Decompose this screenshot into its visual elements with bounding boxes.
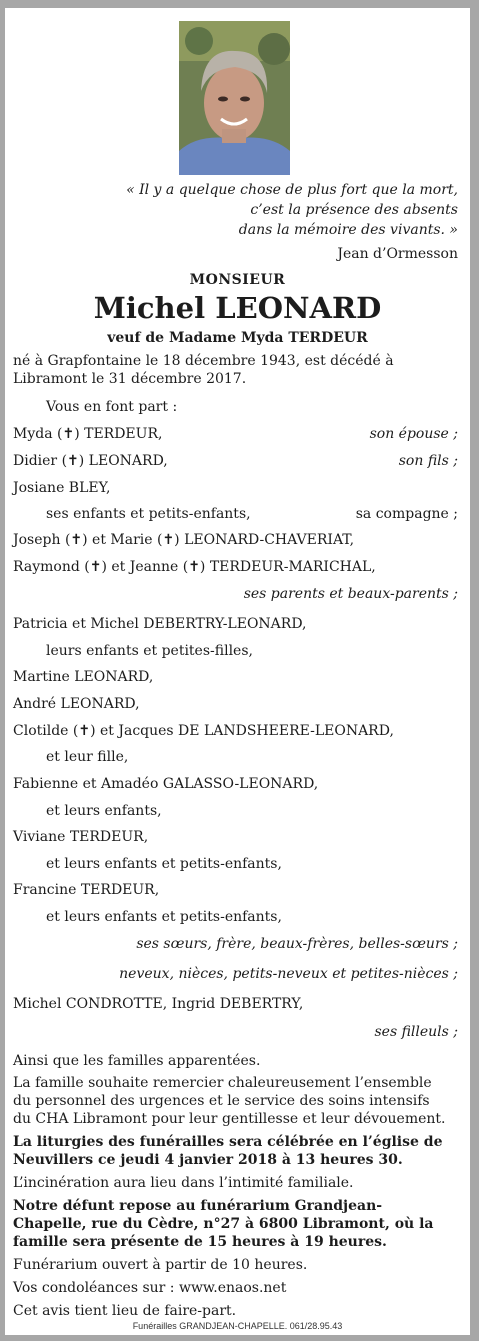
family-left-1: Didier (✝) LEONARD,	[13, 453, 168, 469]
family-right-0: son épouse ;	[369, 426, 458, 442]
birth-death-line-1: né à Grapfontaine le 18 décembre 1943, est décédé à	[13, 353, 394, 369]
deceased-name: Michel LEONARD	[93, 291, 382, 325]
family-left-21: Michel CONDROTTE, Ingrid DEBERTRY,	[13, 996, 304, 1012]
family-left-11: Clotilde (✝) et Jacques DE LANDSHEERE-LEONARD,	[13, 723, 394, 739]
family-left-5: Raymond (✝) et Jeanne (✝) TERDEUR-MARICHAL,	[13, 559, 376, 575]
family-left-10: André LEONARD,	[13, 696, 140, 712]
family-left-12: et leur fille,	[46, 749, 129, 765]
quote-line-3: dans la mémoire des vivants. »	[238, 222, 458, 238]
family-left-15: Viviane TERDEUR,	[13, 829, 149, 845]
family-left-18: et leurs enfants et petits-enfants,	[46, 909, 282, 925]
family-left-3: ses enfants et petits-enfants,	[46, 506, 251, 522]
rest-line-3: famille sera présente de 15 heures à 19 heures.	[13, 1234, 387, 1250]
family-right-3: sa compagne ;	[355, 506, 458, 522]
widower-line: veuf de Madame Myda TERDEUR	[107, 330, 368, 346]
thanks-line-3: du CHA Libramont pour leur gentillesse et leur dévouement.	[13, 1111, 446, 1127]
quote-line-1: « Il y a quelque chose de plus fort que la mort,	[126, 182, 458, 198]
family-right-20: neveux, nièces, petits-neveux et petites-nièces ;	[119, 966, 458, 982]
family-left-4: Joseph (✝) et Marie (✝) LEONARD-CHAVERIAT,	[13, 532, 355, 548]
family-left-0: Myda (✝) TERDEUR,	[13, 426, 163, 442]
relatives-line: Ainsi que les familles apparentées.	[13, 1053, 261, 1069]
thanks-line-1: La famille souhaite remercier chaleureusement l’ensemble	[13, 1075, 432, 1091]
family-right-22: ses filleuls ;	[374, 1024, 458, 1040]
portrait-photo	[179, 21, 290, 175]
family-left-9: Martine LEONARD,	[13, 669, 154, 685]
intro-text: Vous en font part :	[46, 399, 178, 415]
notice-line: Cet avis tient lieu de faire-part.	[13, 1303, 237, 1319]
family-right-1: son fils ;	[398, 453, 458, 469]
funerarium-hours: Funérarium ouvert à partir de 10 heures.	[13, 1257, 308, 1273]
funeral-home-footer: Funérailles GRANDJEAN-CHAPELLE. 061/28.95.43	[132, 1321, 343, 1331]
obituary-card	[5, 8, 470, 1335]
family-right-19: ses sœurs, frère, beaux-frères, belles-sœurs ;	[136, 936, 458, 952]
rest-line-1: Notre défunt repose au funérarium Grandjean-	[13, 1198, 383, 1214]
family-left-2: Josiane BLEY,	[13, 480, 111, 496]
liturgy-line-1: La liturgies des funérailles sera célébrée en l’église de	[13, 1134, 443, 1150]
family-left-13: Fabienne et Amadéo GALASSO-LEONARD,	[13, 776, 319, 792]
rest-line-2: Chapelle, rue du Cèdre, n°27 à 6800 Libramont, où la	[13, 1216, 434, 1232]
condolences-line: Vos condoléances sur : www.enaos.net	[13, 1280, 287, 1296]
quote-line-2: c’est la présence des absents	[250, 202, 458, 218]
honorific: MONSIEUR	[189, 272, 286, 288]
thanks-line-2: du personnel des urgences et le service des soins intensifs	[13, 1093, 430, 1109]
incineration-line: L’incinération aura lieu dans l’intimité familiale.	[13, 1175, 354, 1191]
quote-author: Jean d’Ormesson	[337, 246, 458, 262]
family-left-8: leurs enfants et petites-filles,	[46, 643, 253, 659]
birth-death-line-2: Libramont le 31 décembre 2017.	[13, 371, 247, 387]
family-right-6: ses parents et beaux-parents ;	[243, 586, 458, 602]
liturgy-line-2: Neuvillers ce jeudi 4 janvier 2018 à 13 heures 30.	[13, 1152, 403, 1168]
family-left-7: Patricia et Michel DEBERTRY-LEONARD,	[13, 616, 307, 632]
family-left-16: et leurs enfants et petits-enfants,	[46, 856, 282, 872]
family-left-14: et leurs enfants,	[46, 803, 162, 819]
family-left-17: Francine TERDEUR,	[13, 882, 160, 898]
